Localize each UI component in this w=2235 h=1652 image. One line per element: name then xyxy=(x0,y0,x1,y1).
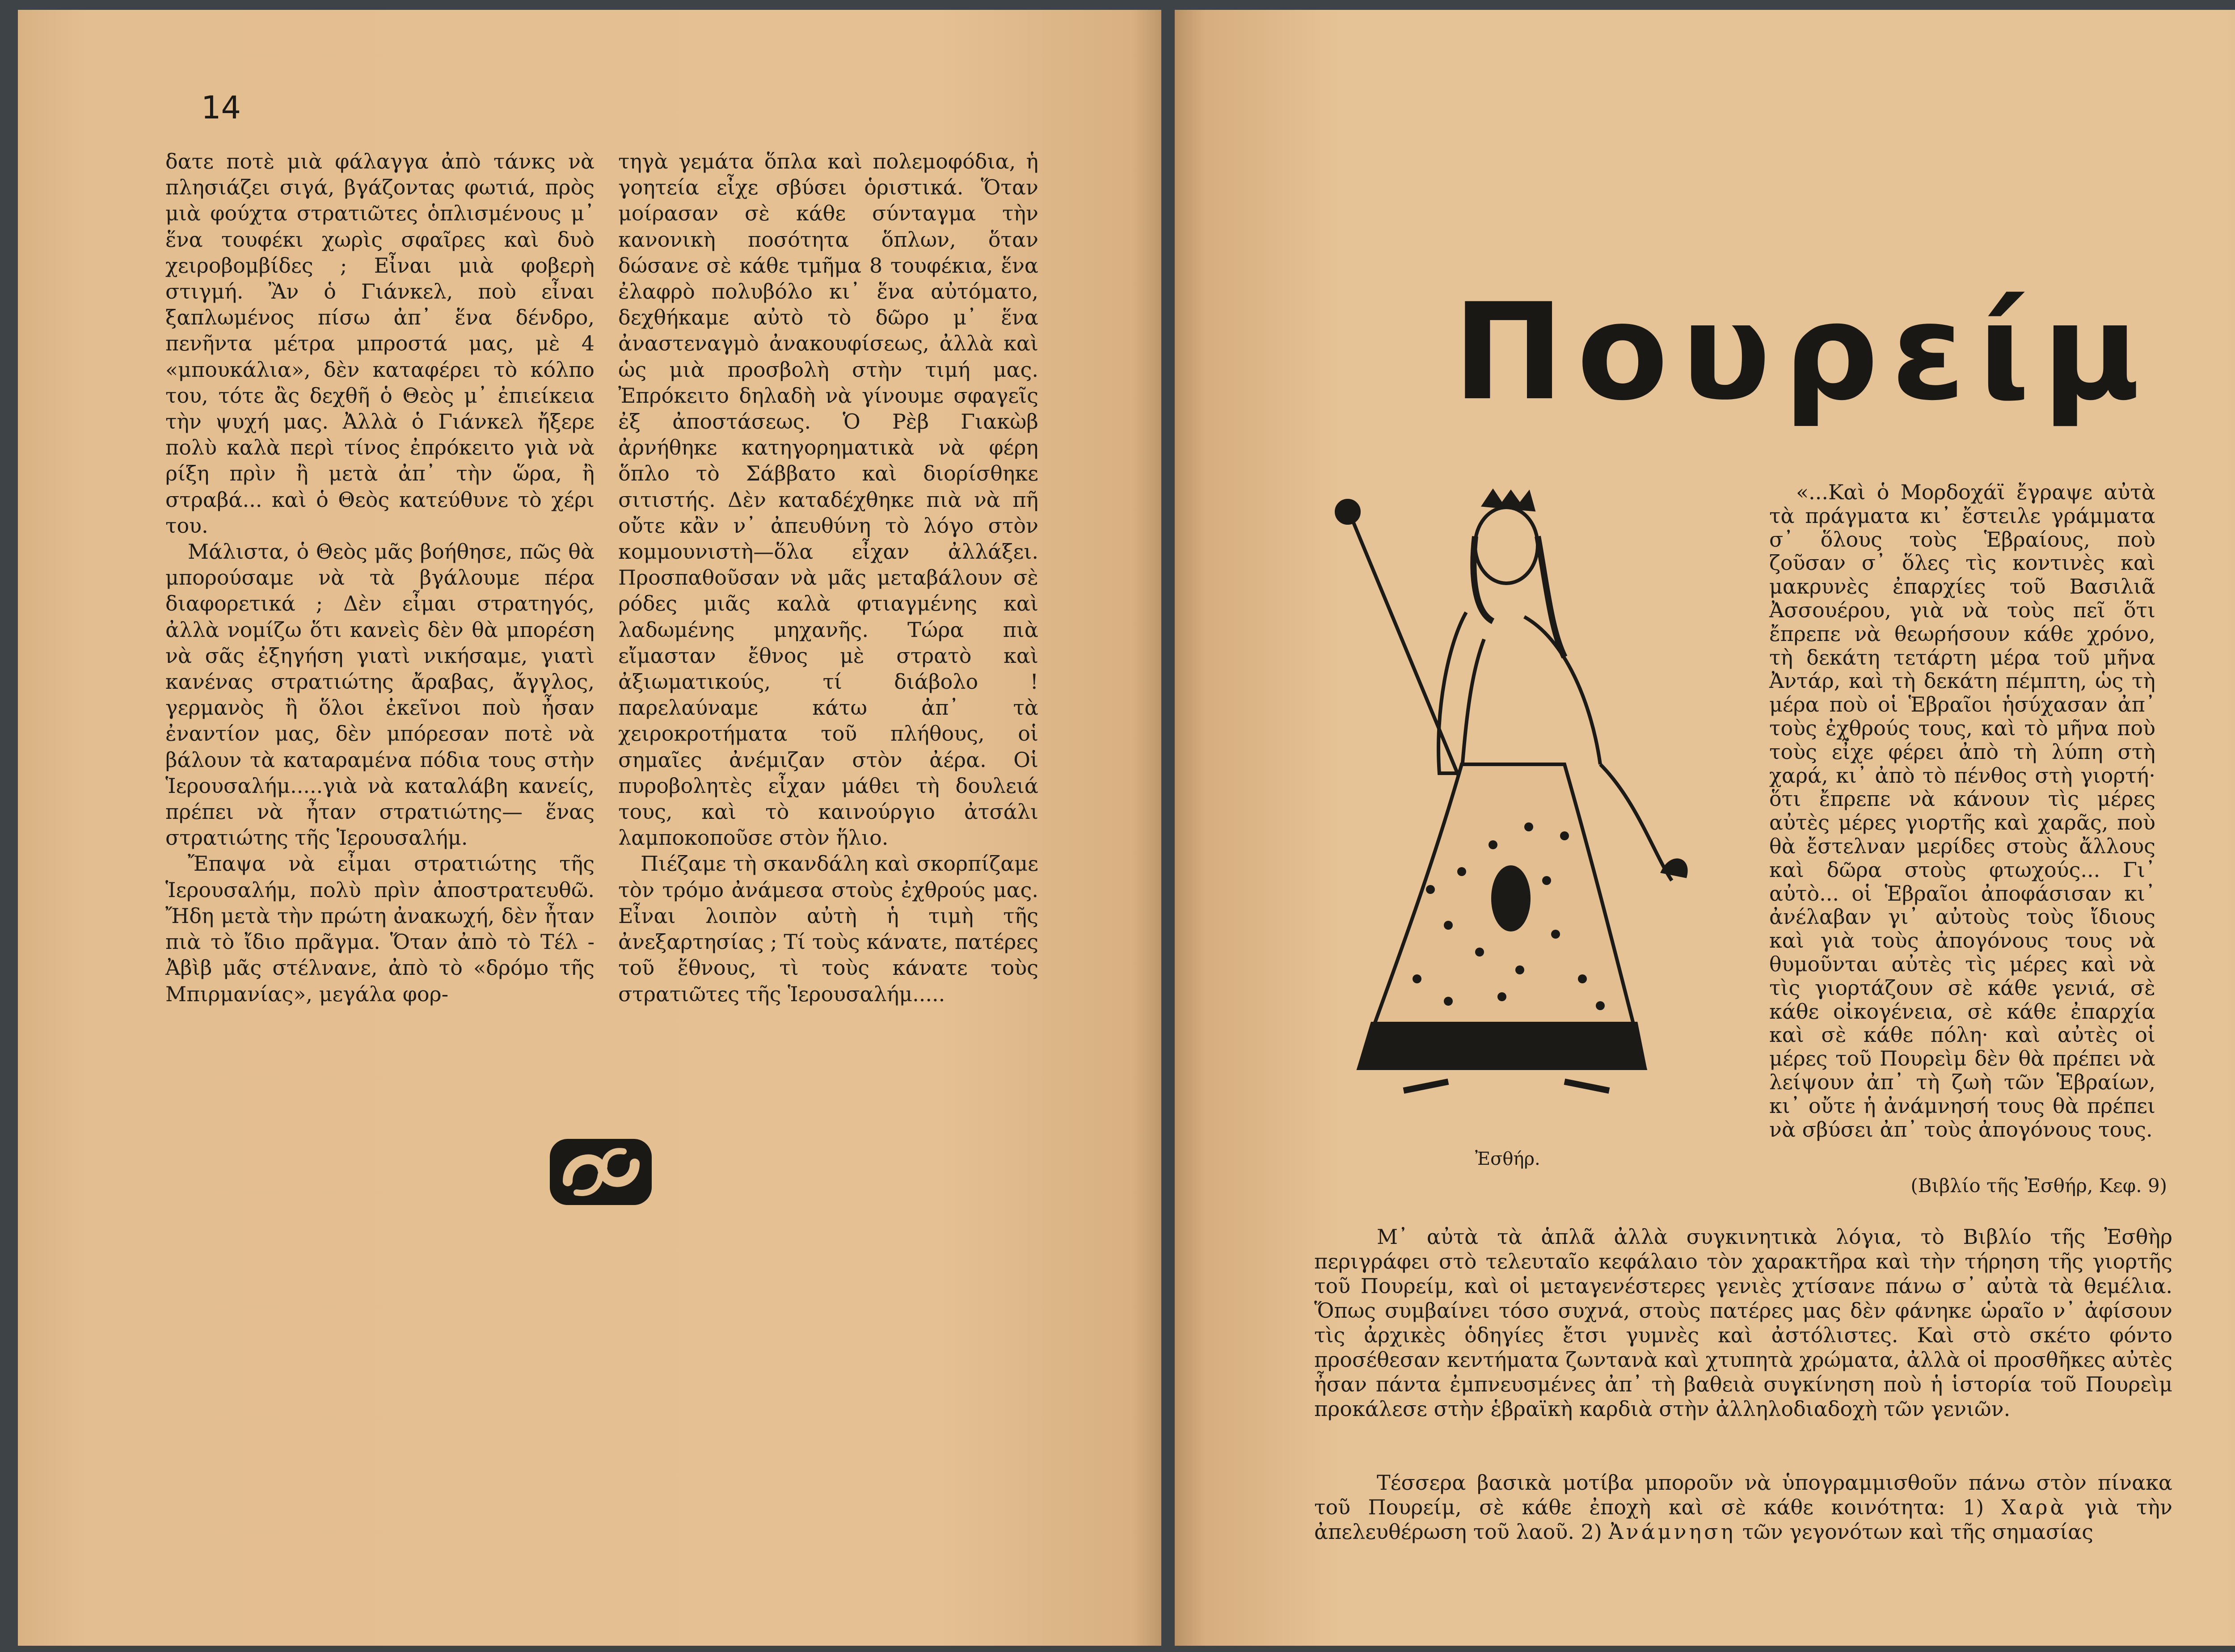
left-column-2 xyxy=(618,148,1038,1007)
quote-block xyxy=(1769,480,2155,1141)
paragraph xyxy=(1314,1471,2172,1544)
text-run: γιὰ τὴν ἀπελευθέρωση τοῦ λαοῦ. 2) xyxy=(1314,1495,2173,1544)
page-number: 14 xyxy=(201,89,241,126)
esther-illustration xyxy=(1314,487,1694,1131)
emphasis-joy: Χαρὰ xyxy=(2001,1495,2067,1519)
body-paragraph-1 xyxy=(1314,1225,2172,1421)
quote-source: (Βιβλίο τῆς Ἐσθήρ, Κεφ. 9) xyxy=(1910,1175,2167,1197)
paragraph: Ἔπαψα νὰ εἶμαι στρατιώτης τῆς Ἱερουσαλήμ, πολὺ πρὶν ἀποστρατευθῶ. Ἤδη μετὰ τὴν πρώτη ἀνακωχή, δὲν ἦταν πιὰ τὸ ἴδιο πρᾶγμα. Ὅταν ἀπὸ τὸ Τέλ - Ἀβὶβ μᾶς στέλνανε, ἀπὸ τὸ «δρόμο τῆς Μπιρμανίας», μεγάλα φορ- xyxy=(165,851,595,1006)
book-gutter xyxy=(1161,0,1175,1652)
left-column-1 xyxy=(165,148,595,1007)
chain-ornament-icon xyxy=(550,1139,652,1205)
text-run: τῶν γεγονότων καὶ τῆς σημασίας xyxy=(1742,1520,2094,1544)
quote-text: «...Καὶ ὁ Μορδοχάϊ ἔγραψε αὐτὰ τὰ πράγματα κι᾽ ἔστειλε γράμματα σ᾽ ὅλους τοὺς Ἑβραίους, ποὺ ζοῦσαν σ᾽ ὅλες τὶς κοντινὲς καὶ μακρυνὲς ἐπαρχίες τοῦ Βασιλιᾶ Ἀσσουέρου, γιὰ νὰ τοὺς πεῖ ὅτι ἔπρεπε νὰ θεωρήσουν κάθε χρόνο, τὴ δεκάτη τετάρτη μέρα τοῦ μῆνα Ἀντάρ, καὶ τὴ δεκάτη πέμπτη, ὡς τὴ μέρα ποὺ οἱ Ἑβραῖοι ἡσύχασαν ἀπ᾽ τοὺς ἐχθρούς τους, καὶ τὸ μῆνα ποὺ τοὺς εἶχε φέρει ἀπὸ τὴ λύπη στὴ χαρά, κι᾽ ἀπὸ τὸ πένθος στὴ γιορτή· ὅτι ἔπρεπε νὰ κάνουν τὶς μέρες αὐτὲς μέρες γιορτῆς καὶ χαρᾶς, ποὺ θὰ ἔστελναν μερίδες στοὺς ἄλλους καὶ δῶρα στοὺς φτωχούς... Γι᾽ αὐτὸ... οἱ Ἑβραῖοι ἀποφάσισαν κι᾽ ἀνέλαβαν γι᾽ αὐτοὺς τοὺς ἴδιους καὶ γιὰ τοὺς ἀπογόνους τους νὰ θυμοῦνται αὐτὲς τὶς μέρες καὶ νὰ τὶς γιορτάζουν σὲ κάθε γενιά, σὲ κάθε οἰκογένεια, σὲ κάθε ἐπαρχία καὶ σὲ κάθε πόλη· καὶ αὐτὲς οἱ μέρες τοῦ Πουρεὶμ δὲν θὰ πρέπει νὰ λείψουν ἀπ᾽ τὴ ζωὴ τῶν Ἑβραίων, κι᾽ οὔτε ἡ ἀνάμνησή τους θὰ πρέπει νὰ σβύσει ἀπ᾽ τοὺς ἀπογόνους τους. xyxy=(1769,480,2155,1142)
paragraph: τηγὰ γεμάτα ὅπλα καὶ πολεμοφόδια, ἡ γοητεία εἶχε σβύσει ὁριστικά. Ὅταν μοίρασαν σὲ κάθε σύνταγμα τὴν κανονικὴ ποσότητα ὅπλων, ὅταν δώσανε σὲ κάθε τμῆμα 8 τουφέκια, ἕνα ἐλαφρὸ πολυβόλο κι᾽ ἕνα αὐτόματο, δεχθήκαμε αὐτὸ τὸ δῶρο μ᾽ ἕνα ἀναστεναγμὸ ἀνακουφίσεως, ἀλλὰ καὶ ὡς μιὰ προσβολὴ στὴν τιμή μας. Ἐπρόκειτο δηλαδὴ νὰ γίνουμε σφαγεῖς ἐξ ἀποστάσεως. Ὁ Ρὲβ Γιακὼβ ἀρνήθηκε κατηγορηματικὰ νὰ φέρη ὅπλο τὸ Σάββατο καὶ διορίσθηκε σιτιστής. Δὲν καταδέχθηκε πιὰ νὰ πῆ οὔτε κἂν ν᾽ ἀπευθύνη τὸ λόγο στὸν κομμουνιστὴ—ὅλα εἶχαν ἀλλάξει. Προσπαθοῦσαν νὰ μᾶς μεταβάλουν σὲ ρόδες μιᾶς καλὰ φτιαγμένης καὶ λαδωμένης μηχανῆς. Τώρα πιὰ εἴμασταν ἔθνος μὲ στρατὸ καὶ ἀξιωματικούς, τί διάβολο ! παρελαύναμε κάτω ἀπ᾽ τὰ χειροκροτήματα τοῦ πλήθους, οἱ σημαῖες ἀνέμιζαν στὸν ἀέρα. Οἱ πυροβολητὲς εἶχαν μάθει τὴ δουλειά τους, καὶ τὸ καινούργιο ἀτσάλι λαμποκοποῦσε στὸν ἥλιο. xyxy=(618,149,1038,850)
paragraph: Πιέζαμε τὴ σκανδάλη καὶ σκορπίζαμε τὸν τρόμο ἀνάμεσα στοὺς ἐχθρούς μας. Εἶναι λοιπὸν αὐτὴ ἡ τιμὴ τῆς ἀνεξαρτησίας ; Τί τοὺς κάνατε, πατέρες τοῦ ἔθνους, τὶ τοὺς κάνατε τοὺς στρατιῶτες τῆς Ἱερουσαλήμ..... xyxy=(618,851,1038,1006)
page-title: Πουρείμ xyxy=(1453,275,2153,430)
illustration-caption: Ἐσθήρ. xyxy=(1475,1149,1540,1169)
emphasis-remembrance: Ἀνάμνηση xyxy=(1608,1520,1736,1544)
paragraph: δατε ποτὲ μιὰ φάλαγγα ἀπὸ τάνκς νὰ πλησιάζει σιγά, βγάζοντας φωτιά, πρὸς μιὰ φούχτα στρατιῶτες ὁπλισμένους μ᾽ ἕνα τουφέκι χωρὶς σφαῖρες καὶ δυὸ χειροβομβίδες ; Εἶναι μιὰ φοβερὴ στιγμή. Ἂν ὁ Γιάνκελ, ποὺ εἶναι ξαπλωμένος πίσω ἀπ᾽ ἕνα δένδρο, πενῆντα μέτρα μπροστά μας, μὲ 4 «μπουκάλια», δὲν καταφέρει τὸ κόλπο του, τότε ἂς δεχθῆ ὁ Θεὸς μ᾽ ἐπιείκεια τὴν ψυχή μας. Ἀλλὰ ὁ Γιάνκελ ἤξερε πολὺ καλὰ περὶ τίνος ἐπρόκειτο γιὰ νὰ ρίξη πρὶν ἢ μετὰ ἀπ᾽ τὴν ὥρα, ἢ στραβά... καὶ ὁ Θεὸς κατεύθυνε τὸ χέρι του. xyxy=(165,149,595,538)
paragraph: Μάλιστα, ὁ Θεὸς μᾶς βοήθησε, πῶς θὰ μπορούσαμε νὰ τὰ βγάλουμε πέρα διαφορετικά ; Δὲν εἶμαι στρατηγός, ἀλλὰ νομίζω ὅτι κανεὶς δὲν θὰ μπορέση νὰ σᾶς ἐξηγήση γιατὶ νικήσαμε, γιατὶ κανένας στρατιώτης ἄραβας, ἄγγλος, γερμανὸς ἢ ὅλοι ἐκεῖνοι ποὺ ἦσαν ἐναντίον μας, δὲν μπόρεσαν ποτὲ νὰ βάλουν τὰ καταραμένα πόδια τους στὴν Ἱερουσαλήμ.....γιὰ νὰ καταλάβη κανείς, πρέπει νὰ ἦταν στρατιώτης— ἕνας στρατιώτης τῆς Ἱερουσαλήμ. xyxy=(165,539,595,850)
paragraph: Μ᾽ αὐτὰ τὰ ἁπλᾶ ἀλλὰ συγκινητικὰ λόγια, τὸ Βιβλίο τῆς Ἐσθὴρ περιγράφει στὸ τελευταῖο κεφάλαιο τὸν χαρακτῆρα καὶ τὴν τήρηση τῆς γιορτῆς τοῦ Πουρείμ, καὶ οἱ μεταγενέστερες γενιὲς χτίσανε πάνω σ᾽ αὐτὰ τὰ θεμέλια. Ὅπως συμβαίνει τόσο συχνά, στοὺς πατέρες μας δὲν φάνηκε ὡραῖο ν᾽ ἀφίσουν τὶς ἀρχικὲς ὁδηγίες ἔτσι γυμνὲς καὶ ἀστόλιστες. Καὶ στὸ σκέτο φόντο προσέθεσαν κεντήματα ζωντανὰ καὶ χτυπητὰ χρώματα, ἀλλὰ οἱ προσθῆκες αὐτὲς ἦσαν πάντα ἐμπνευσμένες ἀπ᾽ τὴ βαθειὰ συγκίνηση ποὺ ἡ ἱστορία τοῦ Πουρεὶμ προκάλεσε στὴν ἑβραϊκὴ καρδιὰ στὴν ἀλληλοδιαδοχὴ τῶν γενιῶν. xyxy=(1314,1225,2172,1421)
body-paragraph-2 xyxy=(1314,1471,2172,1544)
text-run: Τέσσερα βασικὰ μοτίβα μποροῦν νὰ ὑπογραμμισθοῦν πάνω στὸν πίνακα τοῦ Πουρείμ, σὲ κάθε ἐποχὴ καὶ σὲ κάθε κοινότητα: 1) xyxy=(1314,1471,2172,1519)
